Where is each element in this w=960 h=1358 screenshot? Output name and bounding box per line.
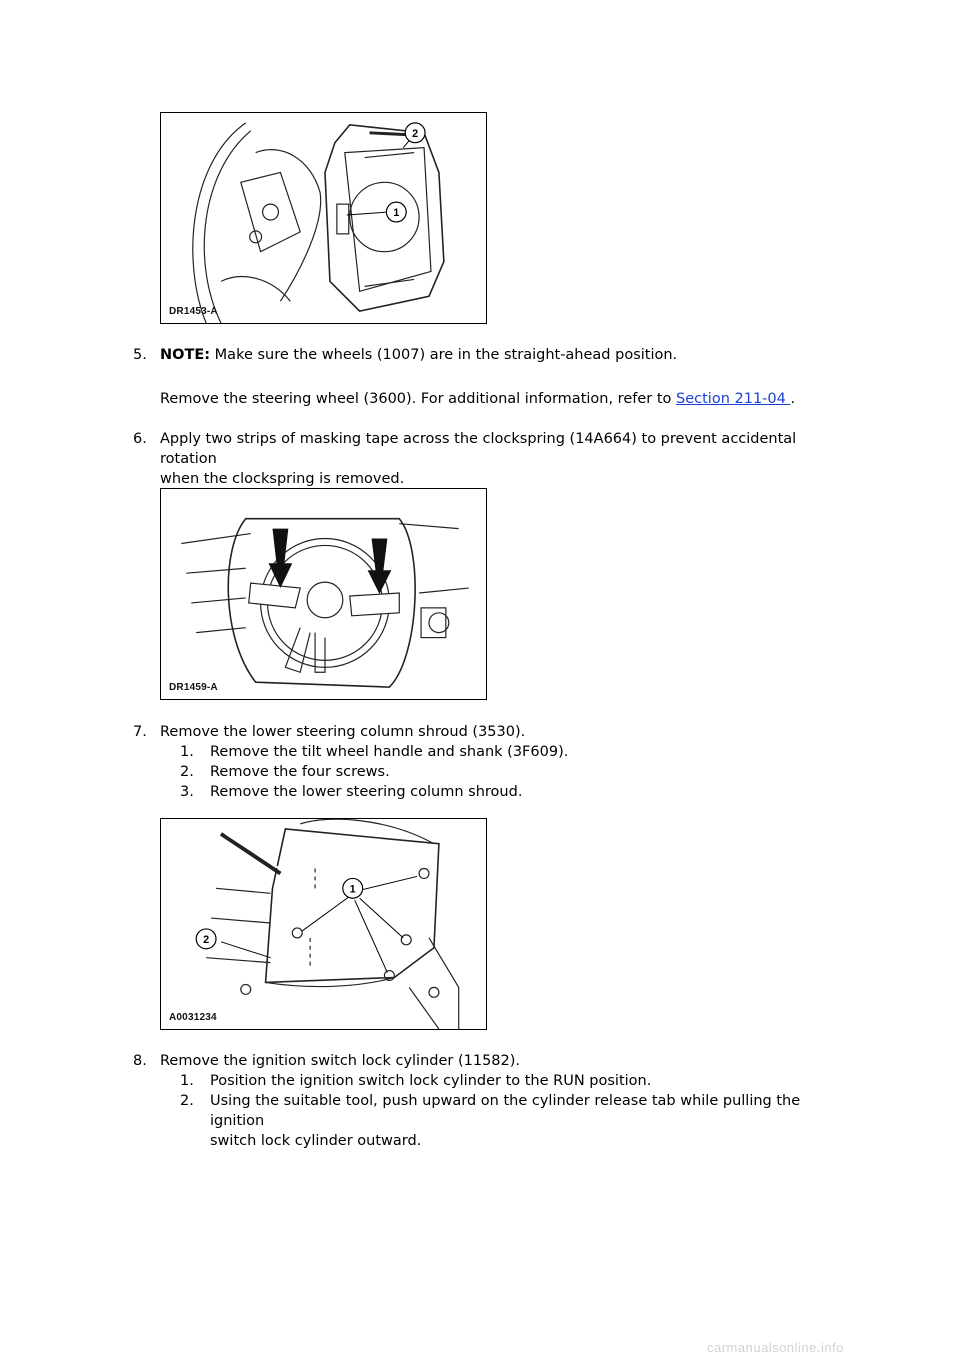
- figure-clockspring-tape: [160, 488, 487, 700]
- substep-8-1: [180, 1071, 850, 1091]
- substep-number: 2.: [180, 1093, 194, 1109]
- substep-text: Remove the lower steering column shroud.: [210, 784, 523, 800]
- svg-text:1: 1: [349, 883, 356, 896]
- substep-number: 2.: [180, 764, 194, 780]
- substep-number: 1.: [180, 1073, 194, 1089]
- callout-2: [405, 123, 425, 143]
- step-5-body: [133, 389, 853, 409]
- callout-1: [343, 878, 363, 898]
- figure-steering-wheel-airbag: [160, 112, 487, 324]
- watermark: carmanualsonline.info: [707, 1340, 844, 1355]
- note-label: NOTE:: [160, 347, 211, 363]
- figure-lower-shroud: [160, 818, 487, 1030]
- substep-text: Remove the tilt wheel handle and shank (3F609).: [210, 744, 569, 760]
- step-text-line2: when the clockspring is removed.: [160, 471, 405, 487]
- step-number: 6.: [133, 431, 147, 447]
- step-number: 8.: [133, 1053, 147, 1069]
- step-6: [133, 429, 853, 489]
- substep-8-2: [180, 1091, 850, 1151]
- step-text: Remove the lower steering column shroud (3530).: [160, 724, 526, 740]
- substep-number: 3.: [180, 784, 194, 800]
- substep-7-3: [180, 782, 850, 802]
- note-text: Make sure the wheels (1007) are in the straight-ahead position.: [210, 347, 678, 363]
- substep-7-2: [180, 762, 850, 782]
- figure-label: DR1459-A: [169, 682, 218, 693]
- substep-text-line2: switch lock cylinder outward.: [210, 1133, 422, 1149]
- illustration-clockspring: [161, 489, 486, 699]
- figure-label: A0031234: [169, 1012, 217, 1023]
- step-text: Remove the steering wheel (3600). For additional information, refer to: [160, 391, 677, 407]
- step-number: 7.: [133, 724, 147, 740]
- svg-text:1: 1: [393, 207, 400, 220]
- callout-1-leader: [347, 212, 388, 215]
- step-8: [133, 1051, 853, 1071]
- step-7: [133, 722, 853, 742]
- step-text-end: .: [790, 391, 796, 407]
- substep-7-1: [180, 742, 850, 762]
- callout-1: [386, 202, 406, 222]
- substep-text: Remove the four screws.: [210, 764, 390, 780]
- step-number: 5.: [133, 347, 147, 363]
- substep-text: Position the ignition switch lock cylinder to the RUN position.: [210, 1073, 652, 1089]
- svg-text:2: 2: [203, 933, 210, 946]
- substep-number: 1.: [180, 744, 194, 760]
- callout-2: [196, 929, 216, 949]
- illustration-steering-wheel: [161, 113, 486, 323]
- illustration-column-shroud: [161, 819, 486, 1029]
- substep-text-line1: Using the suitable tool, push upward on the cylinder release tab while pulling the ignition: [210, 1093, 801, 1129]
- figure-label: DR1453-A: [169, 306, 218, 317]
- step-text: Remove the ignition switch lock cylinder (11582).: [160, 1053, 521, 1069]
- section-211-04-link[interactable]: Section 211-04: [676, 391, 791, 407]
- step-text-line1: Apply two strips of masking tape across the clockspring (14A664) to prevent accidental rotation: [160, 431, 797, 467]
- arrow-right: [368, 539, 392, 594]
- step-5: [133, 345, 853, 365]
- svg-text:2: 2: [412, 127, 419, 140]
